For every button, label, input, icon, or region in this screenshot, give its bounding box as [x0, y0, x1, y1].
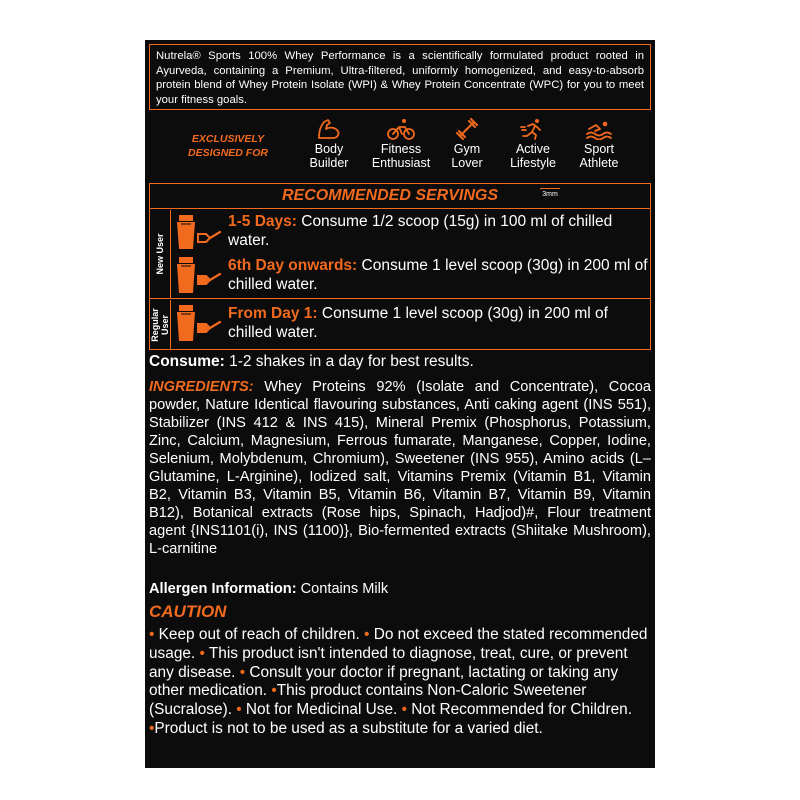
ingredients-label: INGREDIENTS:: [149, 379, 254, 395]
caution-item: Not Recommended for Children.: [411, 701, 632, 719]
ingredients-text: Whey Proteins 92% (Isolate and Concentrate), Cocoa powder, Nature Identical flavouring substances, Anti caking agent (INS 551), Stabilizer (INS 412 & INS 415), Mineral Premix (Phosphorus, Potassium, Zinc, Calcium, Magnesium, Ferrous fumarate, Manganese, Copper, Iodine, Selenium, Molybdenum, Chromium), Sweetener (INS 955), Amino acids (L–Glutamine, L-Arginine), Iodized salt, Vitamins Premix (Vitamin B1, Vitamin B2, Vitamin B3, Vitamin B5, Vitamin B6, Vitamin B7, Vitamin B9, Vitamin B12), Botanical extracts (Rose hips, Spinach, Hadjod)#, Flour treatment agent {INS1101(i), INS (1100)}, Bio-fermented extracts (Shiitake Mushroom), L-carnitine: [149, 379, 651, 557]
serving-row-2: [228, 257, 648, 294]
caution-title: CAUTION: [149, 602, 227, 621]
allergen-line: [149, 580, 651, 598]
size-badge: 3mm: [540, 188, 560, 203]
category-body-builder: [293, 118, 365, 170]
category-label-line2: Athlete: [579, 155, 619, 170]
regular-user-side-label: [150, 300, 171, 349]
category-label-line2: Enthusiast: [371, 155, 431, 170]
intro-text: Nutrela® Sports 100% Whey Performance is a scientifically formulated product rooted in Ayurveda, containing a Premium, Ultra-filtered, uniformly homogenized, and easy-to-absorb protein blend of Whey Protein Isolate (WPI) & Whey Protein Concentrate (WPC) for you to meet your fitness goals.: [156, 50, 644, 106]
bullet-icon: •: [364, 626, 374, 643]
label-panel: [145, 40, 655, 768]
ingredients-paragraph: [149, 378, 651, 558]
category-label-line1: Gym: [453, 142, 481, 156]
category-label-line1: Body: [314, 142, 344, 156]
serving-row-3: [228, 305, 648, 342]
serving-row-text: Consume 1 level scoop (30g) in 200 ml of chilled water.: [228, 257, 648, 293]
serving-row-highlight: 1-5 Days:: [228, 213, 297, 230]
bullet-icon: •: [199, 644, 209, 662]
caution-list: [149, 626, 651, 739]
designed-for-label-line1: EXCLUSIVELY: [191, 133, 265, 145]
consume-text: 1-2 shakes in a day for best results.: [224, 353, 474, 370]
category-fitness-enthusiast: [365, 118, 437, 170]
new-user-label: New User: [155, 233, 165, 275]
bullet-icon: •: [271, 682, 277, 700]
user-divider: [150, 298, 650, 299]
servings-title: [150, 184, 650, 209]
new-user-side-label: [150, 210, 171, 298]
caution-item: This product isn't intended to diagnose, treat, cure, or prevent any disease.: [149, 644, 628, 681]
designed-for-label-line2: DESIGNED FOR: [188, 147, 268, 159]
bullet-icon: •: [401, 701, 412, 719]
caution-item: Product is not to be used as a substitute for a varied diet.: [154, 719, 543, 737]
serving-row-text: Consume 1/2 scoop (15g) in 100 ml of chilled water.: [228, 213, 613, 249]
shaker-scoop-icon: [176, 304, 222, 342]
category-label-line2: Lifestyle: [510, 155, 556, 170]
caution-item: Not for Medicinal Use.: [245, 701, 398, 719]
serving-row-1: [228, 213, 648, 250]
allergen-text: Contains Milk: [296, 581, 389, 597]
caution-item: Do not exceed the stated recommended usage.: [149, 626, 648, 662]
cyclist-icon: [387, 118, 415, 140]
recommended-servings-box: [149, 183, 651, 350]
category-label-line1: Sport: [584, 142, 614, 156]
serving-row-highlight: 6th Day onwards:: [228, 257, 358, 274]
category-label-line2: Lover: [451, 155, 483, 170]
category-label-line2: Builder: [309, 155, 349, 170]
bullet-icon: •: [239, 663, 250, 681]
shaker-scoop-icon: [176, 256, 222, 294]
intro-box: [149, 44, 651, 110]
servings-title-text: RECOMMENDED SERVINGS: [281, 187, 499, 204]
designed-for-label: [173, 132, 283, 160]
runner-icon: [520, 118, 546, 140]
serving-row-highlight: From Day 1:: [228, 305, 318, 322]
serving-row-text: Consume 1 level scoop (30g) in 200 ml of chilled water.: [228, 305, 608, 341]
category-sport-athlete: [563, 118, 635, 170]
bullet-icon: •: [236, 701, 246, 719]
shaker-scoop-icon: [176, 214, 222, 250]
category-label-line1: Active: [515, 142, 551, 156]
bullet-icon: •: [149, 719, 155, 737]
swimmer-icon: [585, 118, 613, 140]
category-label-line1: Fitness: [380, 142, 422, 156]
category-active-lifestyle: [497, 118, 569, 170]
allergen-label: Allergen Information:: [149, 581, 297, 597]
caution-item: This product contains Non-Caloric Sweetener (Sucralose).: [149, 682, 587, 719]
designed-for-section: [145, 118, 655, 182]
category-gym-lover: [431, 118, 503, 170]
dumbbell-icon: [454, 118, 480, 140]
bicep-icon: [316, 118, 342, 140]
regular-user-label: Regular User: [150, 307, 170, 342]
bullet-icon: •: [149, 626, 159, 643]
consume-label: Consume:: [149, 353, 225, 370]
consume-line: [149, 352, 651, 371]
caution-item: Keep out of reach of children.: [158, 626, 360, 643]
caution-item: Consult your doctor if pregnant, lactating or taking any other medication.: [149, 663, 619, 700]
